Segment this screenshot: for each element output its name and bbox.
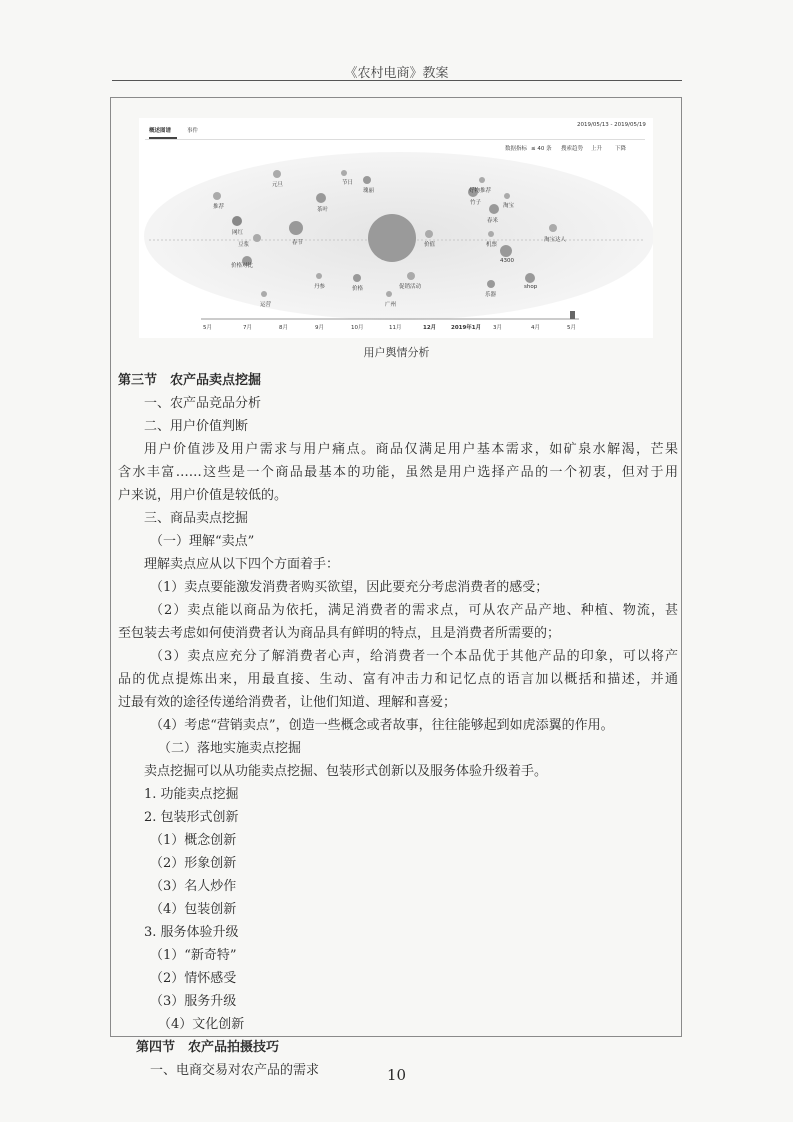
node-label: 好物推荐 xyxy=(469,188,492,194)
list-item: （1）“新奇特” xyxy=(150,948,237,963)
node-label: 竹子 xyxy=(470,200,482,206)
axis-tick-label: 8月 xyxy=(279,325,288,331)
heading: 三、商品卖点挖掘 xyxy=(144,511,249,526)
axis-tick-label: 11月 xyxy=(389,325,402,331)
list-item: （1）概念创新 xyxy=(150,833,237,848)
node-label: 乐器 xyxy=(485,292,497,298)
topic-bubble[interactable] xyxy=(500,245,512,257)
figure-caption: 用户舆情分析 xyxy=(363,346,430,359)
trend-down[interactable]: 下降 xyxy=(615,146,627,152)
node-label: 瑰丽 xyxy=(363,188,375,194)
node-label: 推荐 xyxy=(213,204,225,210)
list-item: （2）情怀感受 xyxy=(150,971,237,986)
topic-bubble[interactable] xyxy=(386,291,392,297)
topic-bubble[interactable] xyxy=(487,280,495,288)
lesson-body xyxy=(118,369,678,1082)
topic-bubble[interactable] xyxy=(407,272,415,280)
topic-bubble[interactable] xyxy=(425,230,433,238)
date-range: 2019/05/13 - 2019/05/19 xyxy=(577,122,646,128)
paragraph-line: 含水丰富……这些是一个商品最基本的功能，虽然是用户选择产品的一个初衷，但对于用 xyxy=(118,465,678,480)
list-item: （4）文化创新 xyxy=(158,1017,245,1032)
node-label: 价格 xyxy=(352,286,364,292)
subheading: （一）理解“卖点” xyxy=(150,534,255,549)
tab-overview[interactable]: 概述图谱 xyxy=(149,128,172,134)
node-label: 丹参 xyxy=(314,284,326,290)
topic-bubble[interactable] xyxy=(232,216,242,226)
list-item: （3）服务升级 xyxy=(150,994,237,1009)
page-header-title: 《农村电商》教案 xyxy=(344,66,449,81)
trend-label: 搜索趋势 xyxy=(561,146,584,152)
paragraph-line: 至包装去考虑如何使消费者认为商品具有鲜明的特点，且是消费者所需要的； xyxy=(118,626,561,641)
subheading: （二）落地实施卖点挖掘 xyxy=(158,741,302,756)
paragraph-line: （3）卖点应充分了解消费者心声，给消费者一个本品优于其他产品的印象，可以将产 xyxy=(150,649,678,664)
trend-up[interactable]: 上升 xyxy=(591,146,603,152)
sentiment-screenshot xyxy=(139,118,653,338)
node-label: 促销活动 xyxy=(399,284,422,290)
topic-bubble[interactable] xyxy=(316,193,326,203)
axis-tick-label: 7月 xyxy=(243,325,252,331)
axis-tick-label: 3月 xyxy=(493,325,502,331)
node-label: 元旦 xyxy=(272,182,284,188)
node-label: 淘宝 xyxy=(503,203,515,209)
axis-tick-label: 12月 xyxy=(423,325,437,331)
header-divider xyxy=(112,80,682,81)
list-item: 1. 功能卖点挖掘 xyxy=(144,787,239,802)
count-value[interactable]: ≤ 40 条 xyxy=(531,146,552,152)
node-label: 春米 xyxy=(487,218,499,224)
page-number: 10 xyxy=(386,1066,407,1084)
paragraph-line: （1）卖点要能激发消费者购买欲望，因此要充分考虑消费者的感受； xyxy=(150,580,549,595)
topic-bubble[interactable] xyxy=(525,273,535,283)
paragraph-line: 户来说，用户价值是较低的。 xyxy=(118,488,288,503)
paragraph-line: 用户价值涉及用户需求与用户痛点。商品仅满足用户基本需求，如矿泉水解渴，芒果 xyxy=(144,442,678,457)
section-4-title: 第四节 农产品拍摄技巧 xyxy=(136,1040,280,1055)
node-label: 价格对比 xyxy=(231,263,254,269)
axis-tick-label: 10月 xyxy=(351,325,364,331)
timeline-handle[interactable] xyxy=(570,311,575,319)
topic-bubble[interactable] xyxy=(504,193,510,199)
node-label: 价值 xyxy=(424,242,436,248)
node-label: 节日 xyxy=(342,180,354,186)
node-label: 淘宝达人 xyxy=(544,237,567,243)
topic-bubble[interactable] xyxy=(341,170,347,176)
count-label: 数据指标 xyxy=(505,146,528,152)
node-label: 机票 xyxy=(486,242,498,248)
topic-bubble[interactable] xyxy=(289,221,303,235)
heading: 二、用户价值判断 xyxy=(144,419,249,434)
topic-bubble[interactable] xyxy=(549,224,557,232)
paragraph-line: 卖点挖掘可以从功能卖点挖掘、包装形式创新以及服务体验升级着手。 xyxy=(144,764,548,779)
main-topic-bubble[interactable] xyxy=(368,214,416,262)
heading: 一、农产品竞品分析 xyxy=(144,396,262,411)
node-label: 网红 xyxy=(232,230,244,236)
node-label: 广州 xyxy=(385,302,397,308)
topic-bubble[interactable] xyxy=(479,177,485,183)
topic-bubble[interactable] xyxy=(273,170,281,178)
axis-tick-label: 4月 xyxy=(531,325,540,331)
node-label: shop xyxy=(524,284,538,290)
paragraph-line: 品的优点提炼出来，用最直接、生动、富有冲击力和记忆点的语言加以概括和描述，并通 xyxy=(118,672,678,687)
topic-bubble[interactable] xyxy=(316,273,322,279)
axis-tick-label: 9月 xyxy=(315,325,324,331)
node-label: 运营 xyxy=(260,302,272,308)
axis-tick-label: 2019年1月 xyxy=(451,325,482,331)
list-item: 3. 服务体验升级 xyxy=(144,925,239,940)
node-label: 豆浆 xyxy=(238,242,250,248)
paragraph-line: 理解卖点应从以下四个方面着手： xyxy=(144,557,340,572)
topic-bubble[interactable] xyxy=(261,291,267,297)
paragraph-line: 过最有效的途径传递给消费者，让他们知道、理解和喜爱； xyxy=(118,695,457,710)
axis-tick-label: 5月 xyxy=(567,325,576,331)
section-3-title: 第三节 农产品卖点挖掘 xyxy=(118,373,262,388)
paragraph-line: （4）考虑“营销卖点”，创造一些概念或者故事，往往能够起到如虎添翼的作用。 xyxy=(150,718,614,733)
axis-tick-label: 5月 xyxy=(203,325,212,331)
list-item: （4）包装创新 xyxy=(150,902,237,917)
list-item: （3）名人炒作 xyxy=(150,879,237,894)
node-label: 春节 xyxy=(292,240,304,246)
topic-bubble[interactable] xyxy=(353,274,361,282)
list-item: 2. 包装形式创新 xyxy=(144,810,239,825)
node-label: 茶叶 xyxy=(317,207,329,213)
tab-events[interactable]: 事件 xyxy=(187,128,199,134)
list-item: （2）形象创新 xyxy=(150,856,237,871)
topic-bubble[interactable] xyxy=(253,234,261,242)
paragraph-line: （2）卖点能以商品为依托，满足消费者的需求点，可从农产品产地、种植、物流，甚 xyxy=(150,603,678,618)
topic-bubble[interactable] xyxy=(489,204,499,214)
node-label: 4300 xyxy=(500,258,514,264)
heading: 一、电商交易对农产品的需求 xyxy=(150,1063,320,1078)
topic-bubble[interactable] xyxy=(213,192,221,200)
topic-bubble[interactable] xyxy=(363,176,371,184)
topic-bubble[interactable] xyxy=(488,231,494,237)
